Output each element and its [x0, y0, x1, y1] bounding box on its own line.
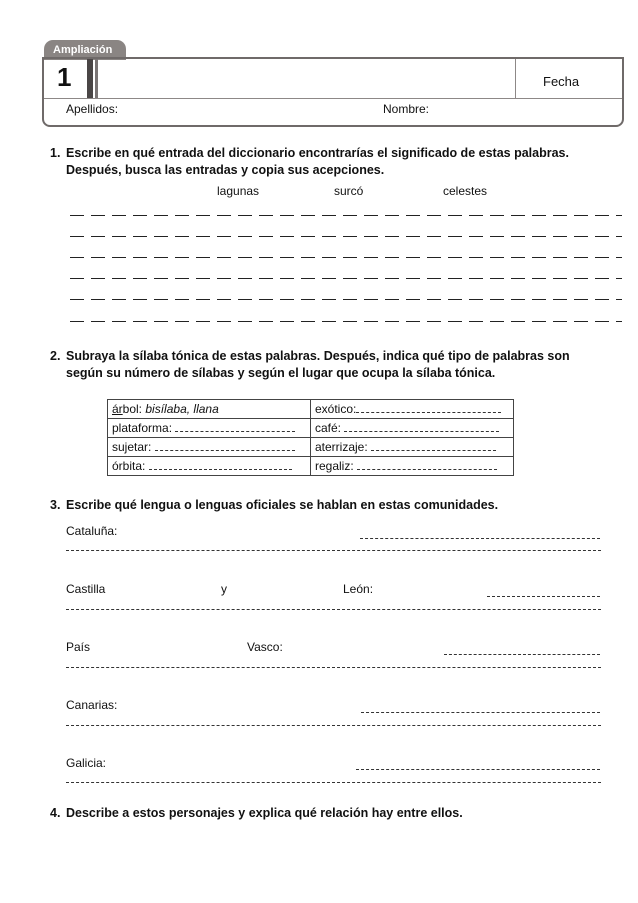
apellidos-label: Apellidos: — [66, 102, 119, 116]
answer-blank[interactable] — [175, 421, 295, 432]
word-2: surcó — [334, 184, 364, 198]
fecha-label: Fecha — [543, 74, 580, 89]
question-4-text: Describe a estos personajes y explica qué relación hay entre ellos. — [66, 806, 463, 820]
cataluna-label: Cataluña: — [66, 524, 118, 538]
table-cell[interactable] — [311, 400, 514, 419]
table-cell[interactable] — [311, 438, 514, 457]
section-tab-label: Ampliación — [53, 44, 113, 56]
question-2-line-2: según su número de sílabas y según el lugar que ocupa la sílaba tónica. — [66, 366, 496, 380]
table-cell[interactable] — [108, 438, 311, 457]
castilla-answer-line-2[interactable] — [66, 609, 601, 610]
answer-line-3[interactable] — [70, 257, 622, 258]
galicia-answer-line-2[interactable] — [66, 782, 601, 783]
answer-blank[interactable] — [371, 440, 496, 451]
question-4 — [50, 805, 610, 822]
example-answer: bisílaba, llana — [145, 402, 219, 416]
table-cell-example — [108, 400, 311, 419]
answer-line-2[interactable] — [70, 236, 622, 237]
answer-line-4[interactable] — [70, 278, 622, 279]
galicia-label: Galicia: — [66, 756, 107, 770]
table-cell[interactable] — [311, 419, 514, 438]
answer-blank[interactable] — [155, 440, 295, 451]
example-underlined: ár — [112, 402, 123, 416]
table-cell[interactable] — [108, 457, 311, 476]
answer-blank[interactable] — [356, 402, 501, 413]
unit-number: 1 — [57, 62, 72, 92]
canarias-answer-line-2[interactable] — [66, 725, 601, 726]
pais-vasco-answer-line-2[interactable] — [66, 667, 601, 668]
question-1-number: 1. — [50, 146, 61, 160]
castilla-label-2: y — [221, 582, 227, 596]
table-row — [108, 419, 514, 438]
word-label: café: — [315, 421, 342, 435]
word-label: exótico: — [315, 402, 357, 416]
word-1: lagunas — [217, 184, 260, 198]
answer-line-6[interactable] — [70, 321, 622, 322]
syllable-table — [107, 399, 514, 476]
castilla-label-1: Castilla — [66, 582, 106, 596]
question-1 — [50, 145, 610, 179]
table-row — [108, 400, 514, 419]
header-box — [42, 57, 624, 127]
answer-blank[interactable] — [357, 459, 497, 470]
word-3: celestes — [443, 184, 488, 198]
cataluna-answer-line[interactable] — [360, 538, 600, 539]
question-2-line-1: Subraya la sílaba tónica de estas palabras. Después, indica qué tipo de palabras son — [66, 349, 570, 363]
question-2 — [50, 348, 610, 382]
fecha-separator — [515, 59, 516, 98]
table-row — [108, 438, 514, 457]
example-word: bol: — [122, 402, 143, 416]
word-label: sujetar: — [112, 440, 152, 454]
canarias-answer-line[interactable] — [361, 712, 600, 713]
nombre-label: Nombre: — [383, 102, 430, 116]
canarias-label: Canarias: — [66, 698, 118, 712]
galicia-answer-line[interactable] — [356, 769, 600, 770]
table-cell[interactable] — [311, 457, 514, 476]
question-1-line-2: Después, busca las entradas y copia sus acepciones. — [66, 163, 385, 177]
header-bar-light — [95, 59, 98, 98]
castilla-label-3: León: — [343, 582, 374, 596]
question-3-text: Escribe qué lengua o lenguas oficiales se hablan en estas comunidades. — [66, 498, 499, 512]
answer-blank[interactable] — [149, 459, 292, 470]
answer-blank[interactable] — [344, 421, 499, 432]
question-1-line-1: Escribe en qué entrada del diccionario encontrarías el significado de estas palabras. — [66, 146, 569, 160]
table-cell[interactable] — [108, 419, 311, 438]
question-2-number: 2. — [50, 349, 61, 363]
pais-vasco-label-2: Vasco: — [247, 640, 283, 654]
word-label: plataforma: — [112, 421, 173, 435]
pais-vasco-answer-line[interactable] — [444, 654, 600, 655]
castilla-answer-line[interactable] — [487, 596, 600, 597]
table-row — [108, 457, 514, 476]
word-label: regaliz: — [315, 459, 354, 473]
question-3 — [50, 497, 610, 514]
question-3-number: 3. — [50, 498, 61, 512]
pais-vasco-label-1: País — [66, 640, 91, 654]
cataluna-answer-line-2[interactable] — [66, 550, 601, 551]
header-bar-dark — [87, 59, 93, 98]
word-label: órbita: — [112, 459, 146, 473]
answer-line-5[interactable] — [70, 299, 622, 300]
question-4-number: 4. — [50, 806, 61, 820]
word-label: aterrizaje: — [315, 440, 368, 454]
header-divider — [44, 98, 622, 99]
answer-line-1[interactable] — [70, 215, 622, 216]
